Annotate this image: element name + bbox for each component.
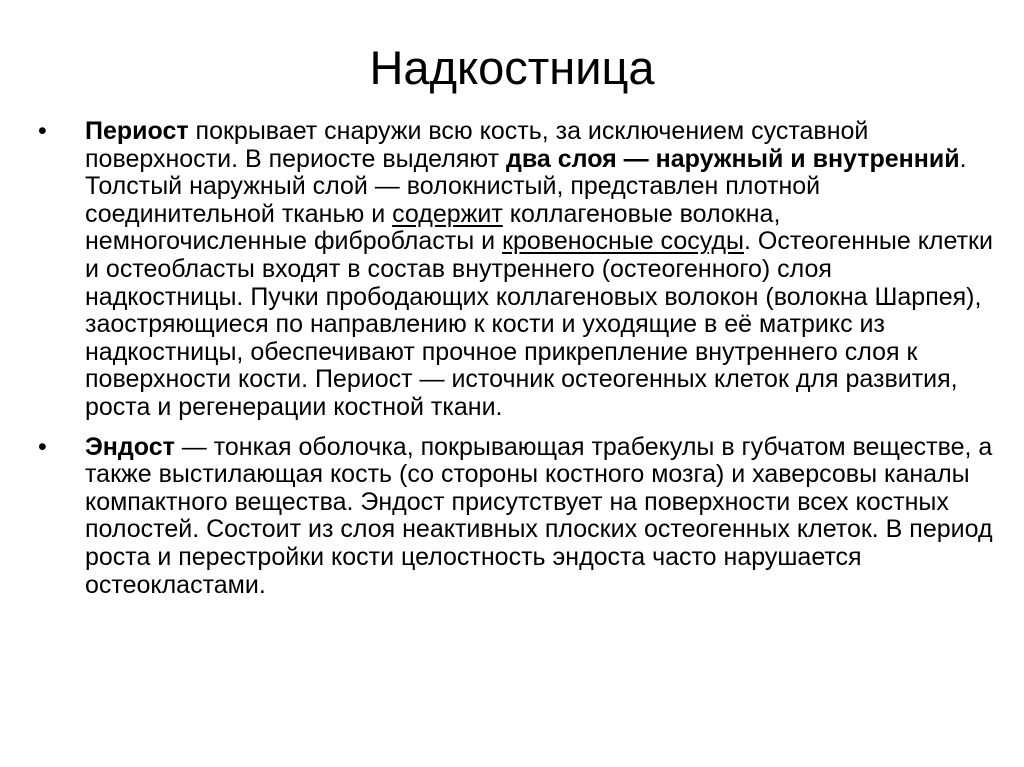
slide-title: Надкостница xyxy=(369,41,655,94)
bullet-marker: • xyxy=(38,432,47,461)
periosteum-text-1: покрывает снаружи всю кость, за исключением суставной поверхности. В периосте выделяют xyxy=(85,117,869,173)
bullet-marker: • xyxy=(38,117,47,145)
periosteum-text-4: . Остеогенные клетки и остеобласты входят в состав внутреннего (остеогенного) слоя надкостницы. Пучки прободающих коллагеновых волокон (волокна Шарпея), заостряющиеся по направлению к кости и уходящие в её матрикс из надкостницы, обеспечивают прочное прикрепление внутреннего слоя к поверхности кости. Периост — источник остеогенных клеток для развития, роста и регенерации костной ткани. xyxy=(85,227,993,421)
periosteum-text-2: . Толстый наружный слой — волокнистый, представлен плотной соединительной тканью и xyxy=(85,144,967,228)
bullet-list xyxy=(38,118,993,599)
periosteum-text-3: коллагеновые волокна, немногочисленные фибробласты и xyxy=(85,199,781,256)
bullet-periosteum xyxy=(38,118,993,422)
endosteum-text-1: — тонкая оболочка, покрывающая трабекулы в губчатом веществе, а также выстилающая кость (со стороны костного мозга) и хаверсовы каналы компактного вещества. Эндост присутствует на поверхности всех костных полостей. Состоит из слоя неактивных плоских остеогенных клеток. В период роста и перестройки кости целостность эндоста часто нарушается остеокластами. xyxy=(85,432,993,599)
term-endosteum: Эндост xyxy=(85,432,175,461)
periosteum-layers-highlight: два слоя — наружный и внутренний xyxy=(505,144,960,173)
term-periosteum: Периост xyxy=(85,117,189,145)
link-contains[interactable]: содержит xyxy=(392,199,503,228)
bullet-endosteum xyxy=(38,434,993,600)
link-blood-vessels[interactable]: кровеносные сосуды xyxy=(502,227,744,256)
